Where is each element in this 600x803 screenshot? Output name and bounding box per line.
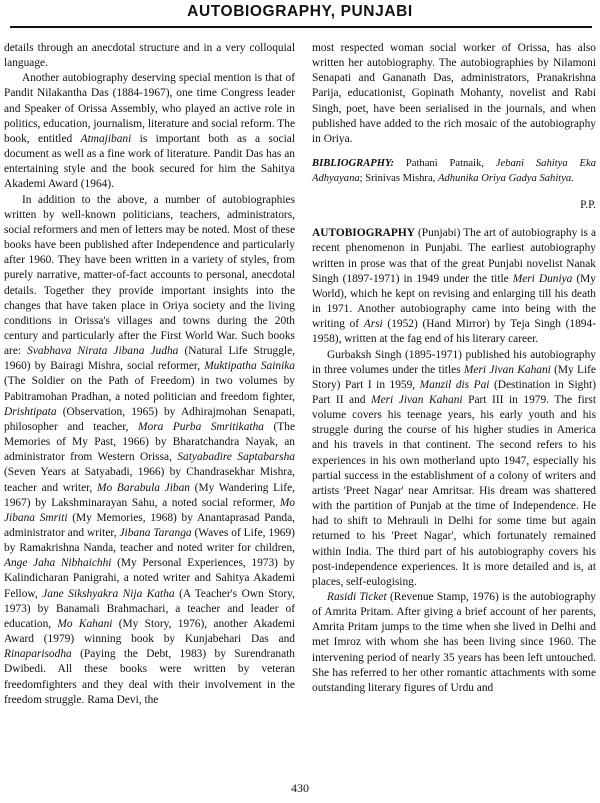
book-title: Rinaparisodha — [4, 648, 72, 661]
author-initials: P.P. — [580, 199, 596, 212]
entry-autobiography-punjabi: AUTOBIOGRAPHY (Punjabi) The art of autobiography is a recent phenomenon in Punjabi. The earliest autobiography written in prose was that of the great Punjabi novelist Nanak Singh (1897-1971) in 1949 under the title Meri Duniya (My World), which he kept on revising and enlarging till his death in 1971. Another autobiography came into being with the writing of Arsi (1952) (Hand Mirror) by Teja Singh (1894-1958), written at the fag end of his literary career. — [312, 227, 596, 346]
running-header: AUTOBIOGRAPHY, PUNJABI — [187, 3, 413, 20]
book-title: Mo Barabula Jiban — [97, 481, 190, 494]
paragraph-other-autobiographies: In addition to the above, a number of autobiographies written by well-known politicians, teachers, administrators, social reformers and men of letters may be noted. Most of these books have been published after Independence and particularly after 1960. They have been written in a variety of styles, from purely narrative, matter-of-fact accounts to personal, anecdotal details. Together they provide important insights into the changes that have taken place in Oriya society and the living conditions in Orissa's villages and towns during the 20th century and particularly after the First World War. Such books are: Svabhava Nirata Jibana Judha (Natural Life Struggle, 1960) by Bairagi Mishra, social reformer, Muktipatha Sainika (The Soldier on the Path of Freedom) in two volumes by Pabitramohan Pradhan, a noted politician and freedom fighter, Drishtipata (Observation, 1965) by Adhirajmohan Senapati, philosopher and teacher, Mora Purba Smritikatha (The Memories of My Past, 1966) by Bharatchandra Nayak, an administrator from Western Orissa, Satyabadire Saptabarsha (Seven Years at Satyabadi, 1966) by Chandrasekhar Mishra, teacher and writer, Mo Barabula Jiban (My Wandering Life, 1967) by Lakshminarayan Sahu, a noted social reformer, Mo Jibana Smriti (My Memories, 1968) by Anantaprasad Panda, administrator and writer, Jibana Taranga (Waves of Life, 1969) by Ramakrishna Nanda, teacher and noted writer for children, Ange Jaha Nibhaichhi (My Personal Experiences, 1973) by Kalindicharan Panigrahi, a noted writer and Sahitya Akademi Fellow, Jane Sikshyakra Nija Katha (A Teacher's Own Story, 1973) by Banamali Brahmachari, a teacher and leader of education, Mo Kahani (My Story, 1976), another Akademi Award (1979) winning book by Kunjabehari Das and Rinaparisodha (Paying the Debt, 1983) by Surendranath Dwibedi. All these books were written by veteran freedomfighters and they deal with their involvement in the freedom struggle. Rama Devi, the — [4, 193, 296, 706]
left-column — [4, 41, 295, 708]
book-title: Meri Duniya — [512, 272, 573, 285]
bibliography-label: BIBLIOGRAPHY: — [312, 158, 395, 170]
header-rule — [10, 26, 592, 28]
book-title: Muktipatha Sainika — [204, 360, 295, 373]
book-title: Mora Purba Smritikatha — [138, 420, 264, 433]
right-column — [312, 41, 596, 696]
book-title: Atmajibani — [80, 132, 132, 145]
book-title: Jibana Taranga — [119, 527, 192, 539]
book-title: Jebani Sahitya Eka Adhyayana — [312, 158, 596, 184]
book-title: Meri Jivan Kahani — [463, 363, 551, 376]
paragraph-nilakantha-das: Another autobiography deserving special mention is that of Pandit Nilakantha Das (1884-1967), one time Congress leader and Speaker of Orissa Assembly, who played an active role in politics, education, journalism, literature and social reform. The book, entitled Atmajibani is important both as a social document as well as a fine work of literature. Pandit Das has an entertaining style and the book secured for him the Sahitya Akademi Award (1964). — [4, 72, 295, 191]
book-title: Manzil dis Pai — [419, 378, 490, 391]
book-title: Arsi — [363, 318, 383, 331]
book-title: Rasidi Ticket — [327, 591, 387, 603]
book-title: Meri Jivan Kahani — [371, 393, 463, 406]
book-title: Adhunika Oriya Gadya Sahitya. — [437, 172, 574, 184]
paragraph-continuation: details through an anecdotal structure and in a very colloquial language. — [4, 42, 295, 70]
entry-headword: AUTOBIOGRAPHY — [312, 227, 415, 240]
page-number: 430 — [291, 781, 309, 795]
book-title: Svabhava Nirata Jibana Judha — [27, 345, 179, 358]
book-title: Ange Jaha Nibhaichhi — [4, 557, 112, 570]
bibliography: BIBLIOGRAPHY: Pathani Patnaik, Jebani Sahitya Eka Adhyayana; Srinivas Mishra, Adhunika Oriya Gadya Sahitya. — [312, 158, 596, 184]
book-title: Mo Jibana Smriti — [4, 496, 295, 524]
paragraph-gurbaksh-singh: Gurbaksh Singh (1895-1971) published his autobiography in three volumes under the titles Meri Jivan Kahani (My Life Story) Part I in 1959, Manzil dis Pai (Destination in Sight) Part II and Meri Jivan Kahani Part III in 1979. The first volume covers his teenage years, his early youth and his struggle during the course of his higher studies in America and his travels in that continent. The second refers to his experiences in his own motherland upto 1947, especially his partial success in the establishment of a colony of writers and artists 'Preet Nagar' near Amritsar. His dream was shattered with the partition of Punjab at the time of Independence. He had to shift to Mehrauli in Delhi for some time but again returned to his 'Preet Nagar', which fortunately remained within India. The third part of his autobiography covers his post-independence experiences. It is more detailed and is, at places, self-eulogising. — [312, 348, 596, 588]
book-title: Satyabadire Saptabarsha — [177, 451, 295, 464]
book-title: Jane Sikshyakra Nija Katha — [42, 587, 175, 600]
paragraph-amrita-pritam: Rasidi Ticket (Revenue Stamp, 1976) is the autobiography of Amrita Pritam. After giving a brief account of her parents, Amrita Pritam jumps to the time when she lived in Delhi and met Imroz with whom she has been living since 1960. The intervening period of nearly 35 years has been left untouched. She has referred to her other romantic attachments with some outstanding literary figures of Urdu and — [312, 591, 596, 694]
book-title: Drishtipata — [4, 405, 57, 418]
paragraph-rama-devi: most respected woman social worker of Orissa, has also written her autobiography. The autobiographies by Nilamoni Senapati and Gananath Das, administrators, Pranakrishna Parija, educationist, Gopinath Mohanty, novelist and Rabi Singh, poet, have been serialised in the journals, and when published have added to the rich mosaic of the autobiography in Oriya. — [312, 42, 596, 145]
book-title: Mo Kahani — [57, 617, 113, 630]
